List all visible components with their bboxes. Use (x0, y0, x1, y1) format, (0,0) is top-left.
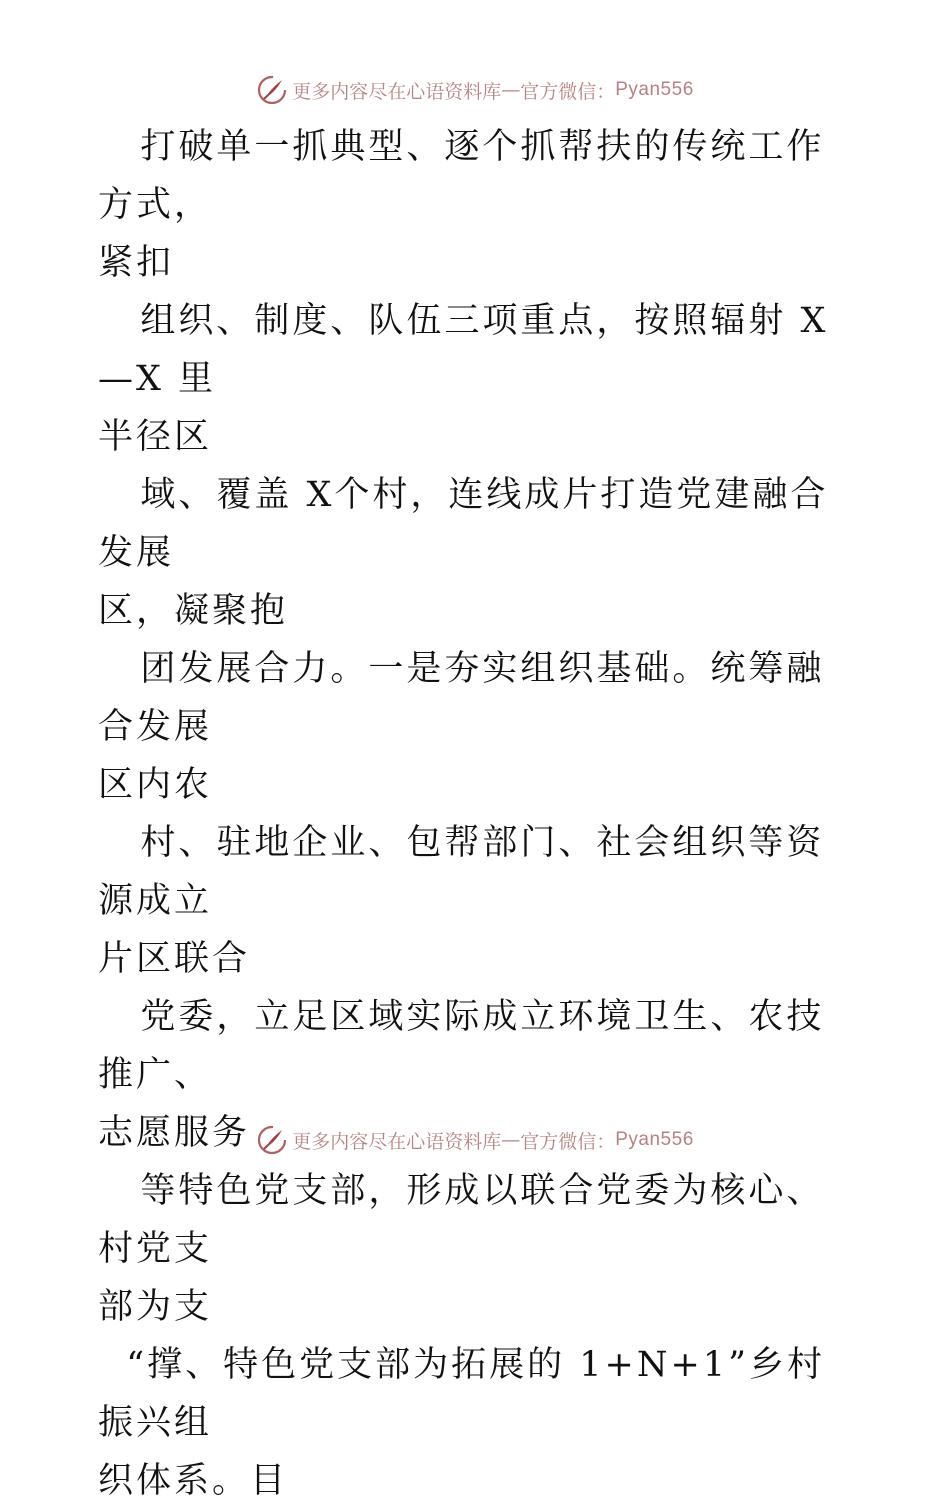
footer-watermark-banner (0, 1120, 950, 1160)
body-paragraph: 打破单一抓典型、逐个抓帮扶的传统工作方式， 紧扣 组织、制度、队伍三项重点，按照辐射 X—X 里 半径区 域、覆盖 X个村，连线成片打造党建融合发展 区，凝聚抱 团发展合力。一是夯实组织基础。统筹融合发展 区内农 村、驻地企业、包帮部门、社会组织等资源成立 片区联合 党委，立足区域实际成立环境卫生、农技推广、 志愿服务 等特色党支部，形成以联合党委为核心、村党支 部为支 “撑、特色党支部为拓展的 1+N+1”乡村振兴组 织体系。目 (98, 127, 829, 1501)
header-watermark-banner (0, 70, 950, 110)
feather-pen-circle-icon (256, 74, 288, 106)
banner-text: 更多内容尽在心语资料库 (292, 1130, 502, 1153)
banner-wechat-id: Pyan556 (615, 1129, 694, 1150)
banner-label: 官方微信： (520, 1130, 616, 1153)
banner-separator: — (501, 1129, 521, 1151)
banner-separator: — (501, 79, 521, 101)
feather-pen-circle-icon (256, 1124, 288, 1156)
banner-text: 更多内容尽在心语资料库 (292, 80, 502, 103)
banner-label: 官方微信： (520, 80, 616, 103)
banner-wechat-id: Pyan556 (615, 79, 694, 100)
